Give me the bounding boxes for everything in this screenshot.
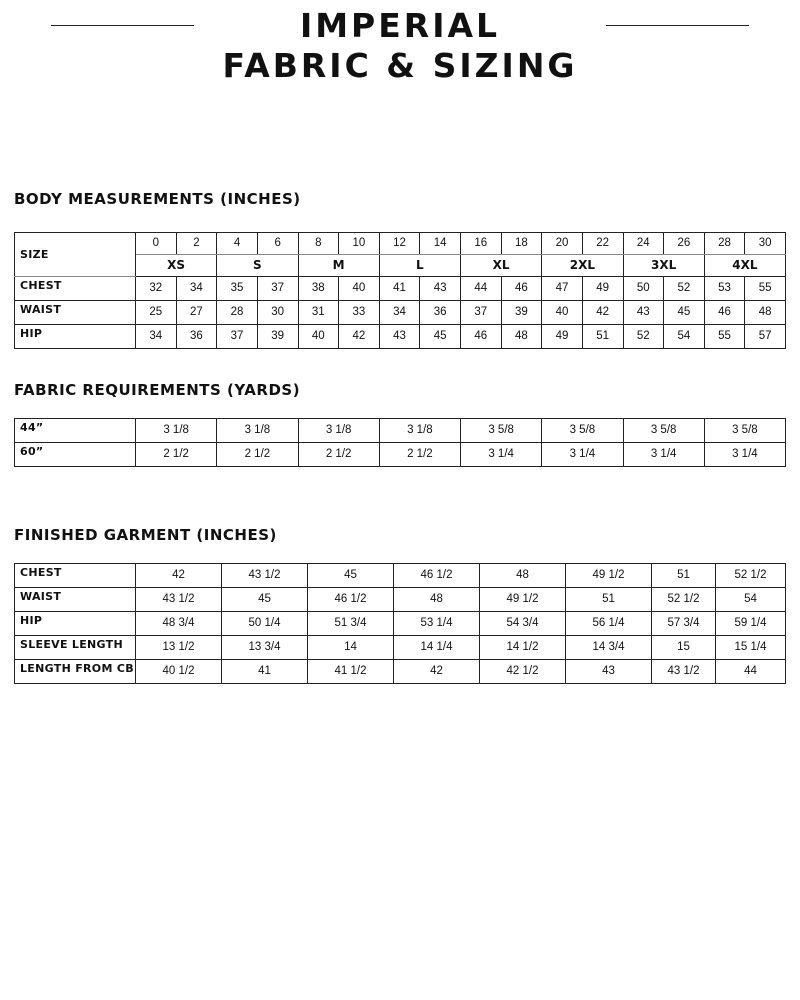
numeric-size: 22 [582, 233, 623, 255]
table-row [15, 564, 786, 588]
table-cell: 45 [664, 301, 705, 325]
row-label: CHEST [15, 277, 136, 301]
table-cell: 42 [582, 301, 623, 325]
numeric-size: 12 [379, 233, 420, 255]
table-cell: 43 1/2 [136, 588, 222, 612]
table-cell: 3 1/4 [461, 443, 542, 467]
table-cell: 46 [461, 325, 502, 349]
fabric-requirements-heading: FABRIC REQUIREMENTS (YARDS) [14, 381, 301, 399]
table-cell: 25 [136, 301, 177, 325]
table-cell: 15 1/4 [716, 636, 786, 660]
table-cell: 41 1/2 [308, 660, 394, 684]
table-cell: 3 1/8 [217, 419, 298, 443]
table-cell: 41 [222, 660, 308, 684]
numeric-size: 30 [745, 233, 786, 255]
numeric-size: 24 [623, 233, 664, 255]
table-cell: 3 1/8 [298, 419, 379, 443]
table-cell: 54 [664, 325, 705, 349]
table-cell: 48 [745, 301, 786, 325]
table-row [15, 636, 786, 660]
table-cell: 14 1/2 [480, 636, 566, 660]
table-cell: 43 [566, 660, 652, 684]
table-cell: 34 [379, 301, 420, 325]
numeric-size: 20 [542, 233, 583, 255]
table-cell: 31 [298, 301, 339, 325]
table-cell: 32 [136, 277, 177, 301]
table-cell: 45 [308, 564, 394, 588]
letter-size: L [379, 255, 460, 277]
table-cell: 46 1/2 [308, 588, 394, 612]
table-row [15, 277, 786, 301]
table-cell: 45 [222, 588, 308, 612]
table-cell: 43 [379, 325, 420, 349]
fabric-requirements-table [14, 418, 786, 467]
table-cell: 44 [461, 277, 502, 301]
table-cell: 3 5/8 [542, 419, 623, 443]
table-cell: 41 [379, 277, 420, 301]
table-cell: 39 [257, 325, 298, 349]
row-label: LENGTH FROM CB [15, 660, 136, 684]
table-cell: 56 1/4 [566, 612, 652, 636]
row-label: 44” [15, 419, 136, 443]
table-cell: 57 3/4 [652, 612, 716, 636]
table-cell: 52 [664, 277, 705, 301]
table-cell: 33 [339, 301, 380, 325]
finished-garment-table [14, 563, 786, 684]
table-cell: 48 [501, 325, 542, 349]
table-row [15, 301, 786, 325]
table-cell: 3 1/4 [623, 443, 704, 467]
table-cell: 37 [217, 325, 258, 349]
letter-size: XL [461, 255, 542, 277]
table-row [15, 588, 786, 612]
table-row [15, 660, 786, 684]
table-cell: 40 [542, 301, 583, 325]
table-cell: 14 [308, 636, 394, 660]
numeric-size: 16 [461, 233, 502, 255]
table-cell: 49 1/2 [480, 588, 566, 612]
table-cell: 2 1/2 [298, 443, 379, 467]
table-cell: 27 [176, 301, 217, 325]
table-cell: 55 [704, 325, 745, 349]
table-cell: 52 [623, 325, 664, 349]
table-cell: 39 [501, 301, 542, 325]
table-cell: 40 [298, 325, 339, 349]
numeric-size: 6 [257, 233, 298, 255]
numeric-size: 18 [501, 233, 542, 255]
table-cell: 51 [652, 564, 716, 588]
table-cell: 46 [501, 277, 542, 301]
table-cell: 3 5/8 [461, 419, 542, 443]
table-cell: 43 1/2 [652, 660, 716, 684]
table-cell: 36 [176, 325, 217, 349]
table-cell: 3 5/8 [704, 419, 785, 443]
table-cell: 3 5/8 [623, 419, 704, 443]
table-cell: 48 3/4 [136, 612, 222, 636]
table-cell: 52 1/2 [716, 564, 786, 588]
numeric-size: 10 [339, 233, 380, 255]
numeric-size: 8 [298, 233, 339, 255]
table-cell: 49 1/2 [566, 564, 652, 588]
table-cell: 2 1/2 [379, 443, 460, 467]
table-cell: 43 1/2 [222, 564, 308, 588]
table-cell: 42 [136, 564, 222, 588]
table-cell: 45 [420, 325, 461, 349]
size-label: SIZE [15, 233, 136, 277]
row-label: WAIST [15, 301, 136, 325]
table-cell: 47 [542, 277, 583, 301]
body-measurements-heading: BODY MEASUREMENTS (INCHES) [14, 190, 301, 208]
page-title-line2: FABRIC & SIZING [222, 46, 578, 85]
table-cell: 28 [217, 301, 258, 325]
table-cell: 48 [480, 564, 566, 588]
table-cell: 48 [394, 588, 480, 612]
table-cell: 37 [257, 277, 298, 301]
table-cell: 42 [394, 660, 480, 684]
table-cell: 43 [623, 301, 664, 325]
table-cell: 50 1/4 [222, 612, 308, 636]
row-label: SLEEVE LENGTH [15, 636, 136, 660]
table-row [15, 419, 786, 443]
table-cell: 38 [298, 277, 339, 301]
table-row [15, 443, 786, 467]
letter-size: XS [136, 255, 217, 277]
table-cell: 51 [582, 325, 623, 349]
table-cell: 43 [420, 277, 461, 301]
table-cell: 37 [461, 301, 502, 325]
table-cell: 14 3/4 [566, 636, 652, 660]
table-cell: 46 1/2 [394, 564, 480, 588]
table-cell: 42 [339, 325, 380, 349]
numeric-size: 2 [176, 233, 217, 255]
letter-size: 4XL [704, 255, 785, 277]
row-label: CHEST [15, 564, 136, 588]
table-cell: 51 3/4 [308, 612, 394, 636]
table-cell: 49 [582, 277, 623, 301]
numeric-size: 0 [136, 233, 177, 255]
table-cell: 2 1/2 [136, 443, 217, 467]
numeric-size: 26 [664, 233, 705, 255]
row-label: WAIST [15, 588, 136, 612]
table-cell: 54 3/4 [480, 612, 566, 636]
table-cell: 34 [176, 277, 217, 301]
table-cell: 46 [704, 301, 745, 325]
letter-size: 2XL [542, 255, 623, 277]
row-label: HIP [15, 612, 136, 636]
table-cell: 13 3/4 [222, 636, 308, 660]
page-title-line1: IMPERIAL [299, 6, 501, 45]
table-cell: 30 [257, 301, 298, 325]
table-row [15, 612, 786, 636]
table-cell: 15 [652, 636, 716, 660]
table-cell: 34 [136, 325, 177, 349]
table-cell: 50 [623, 277, 664, 301]
row-label: 60” [15, 443, 136, 467]
body-measurements-table [14, 232, 786, 349]
numeric-size: 28 [704, 233, 745, 255]
table-cell: 57 [745, 325, 786, 349]
table-cell: 3 1/4 [704, 443, 785, 467]
table-cell: 54 [716, 588, 786, 612]
table-cell: 52 1/2 [652, 588, 716, 612]
table-cell: 55 [745, 277, 786, 301]
letter-size: M [298, 255, 379, 277]
table-cell: 36 [420, 301, 461, 325]
letter-size: 3XL [623, 255, 704, 277]
finished-garment-heading: FINISHED GARMENT (INCHES) [14, 526, 277, 544]
table-cell: 35 [217, 277, 258, 301]
table-cell: 53 1/4 [394, 612, 480, 636]
numeric-size: 14 [420, 233, 461, 255]
table-cell: 13 1/2 [136, 636, 222, 660]
table-cell: 53 [704, 277, 745, 301]
numeric-size: 4 [217, 233, 258, 255]
table-cell: 3 1/4 [542, 443, 623, 467]
table-cell: 49 [542, 325, 583, 349]
table-row [15, 325, 786, 349]
table-cell: 44 [716, 660, 786, 684]
row-label: HIP [15, 325, 136, 349]
table-cell: 42 1/2 [480, 660, 566, 684]
table-cell: 51 [566, 588, 652, 612]
table-cell: 59 1/4 [716, 612, 786, 636]
table-cell: 2 1/2 [217, 443, 298, 467]
table-cell: 40 [339, 277, 380, 301]
table-cell: 40 1/2 [136, 660, 222, 684]
letter-size: S [217, 255, 298, 277]
table-cell: 3 1/8 [379, 419, 460, 443]
table-cell: 3 1/8 [136, 419, 217, 443]
table-cell: 14 1/4 [394, 636, 480, 660]
